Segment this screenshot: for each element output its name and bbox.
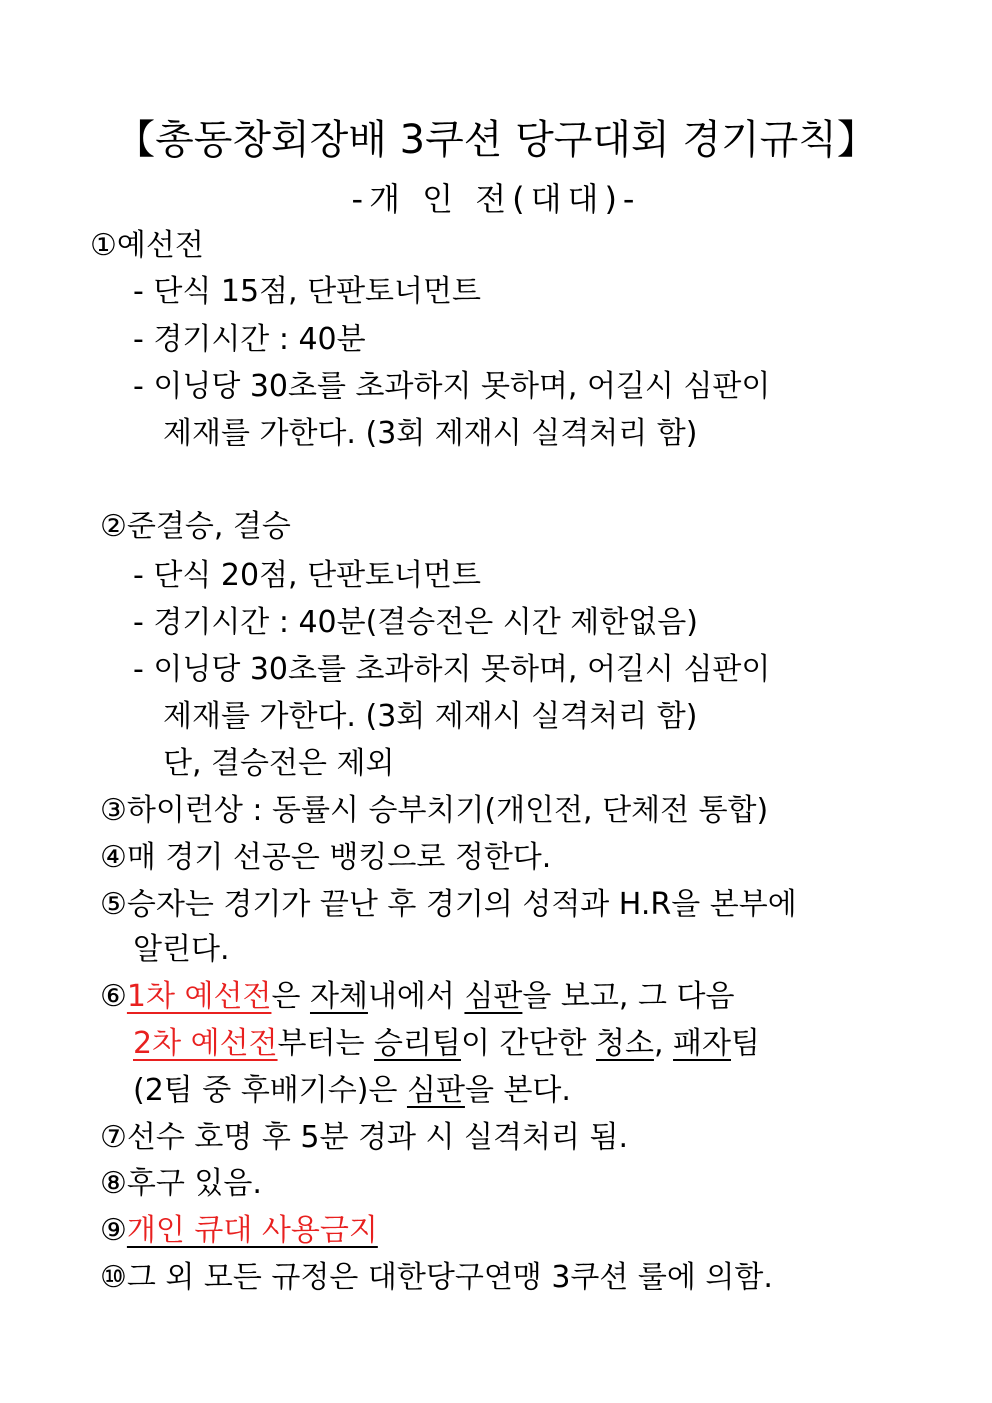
rule-5-line-1: ⑤승자는 경기가 끝난 후 경기의 성적과 H.R을 본부에 xyxy=(100,887,797,922)
rule-6-first-prelim: 1차 예선전 xyxy=(126,979,272,1014)
rule-6-text: 은 xyxy=(271,979,310,1014)
rule-6-winning-team: 승리팀 xyxy=(374,1026,461,1061)
rule-6-self: 자체 xyxy=(309,979,368,1014)
rule-6-line-2 xyxy=(133,1024,760,1064)
section-1-line-2: - 경기시간 : 40분 xyxy=(133,322,366,357)
rule-6-text: 을 보고, 그 다음 xyxy=(522,979,735,1014)
rule-6-second-prelim: 2차 예선전 xyxy=(133,1026,278,1061)
section-2-heading: ②준결승, 결승 xyxy=(100,509,291,544)
rule-6-text: 팀 xyxy=(731,1026,760,1061)
rule-3: ③하이런상 : 동률시 승부치기(개인전, 단체전 통합) xyxy=(100,793,769,828)
section-2-line-5: 단, 결승전은 제외 xyxy=(163,746,395,781)
rule-4: ④매 경기 선공은 뱅킹으로 정한다. xyxy=(100,840,552,875)
section-1-line-1: - 단식 15점, 단판토너먼트 xyxy=(133,274,481,309)
section-2-line-4: 제재를 가한다. (3회 제재시 실격처리 함) xyxy=(163,699,698,734)
page-subtitle: -개 인 전(대대)- xyxy=(351,180,641,218)
rule-6-text: 내에서 xyxy=(367,979,465,1014)
rule-6-text: 을 본다. xyxy=(464,1073,571,1108)
rule-6-text: (2팀 중 후배기수)은 xyxy=(133,1073,407,1108)
rule-6-referee-2: 심판 xyxy=(406,1073,465,1108)
section-2-line-1: - 단식 20점, 단판토너먼트 xyxy=(133,558,481,593)
section-2-line-3: - 이닝당 30초를 초과하지 못하며, 어길시 심판이 xyxy=(133,652,771,687)
section-1-line-4: 제재를 가한다. (3회 제재시 실격처리 함) xyxy=(163,416,698,451)
rule-5-line-2: 알린다. xyxy=(133,932,230,967)
section-2-line-2: - 경기시간 : 40분(결승전은 시간 제한없음) xyxy=(133,605,698,640)
rule-8: ⑧후구 있음. xyxy=(100,1166,262,1201)
rule-6-line-1 xyxy=(100,977,734,1017)
rule-6-text: , xyxy=(653,1026,674,1061)
rule-6-text: 부터는 xyxy=(277,1026,375,1061)
section-1-line-3: - 이닝당 30초를 초과하지 못하며, 어길시 심판이 xyxy=(133,369,771,404)
rule-7: ⑦선수 호명 후 5분 경과 시 실격처리 됨. xyxy=(100,1120,628,1155)
rule-9 xyxy=(100,1211,378,1251)
rule-6-text: 이 간단한 xyxy=(460,1026,596,1061)
rule-6-loser: 패자 xyxy=(673,1026,731,1061)
rule-9-number: ⑨ xyxy=(100,1213,127,1248)
rule-9-no-personal-cue: 개인 큐대 사용금지 xyxy=(126,1213,378,1248)
rule-6-line-3 xyxy=(133,1071,571,1111)
page-title: 【총동창회장배 3쿠션 당구대회 경기규칙】 xyxy=(115,117,877,163)
rule-6-referee: 심판 xyxy=(464,979,523,1014)
rule-10: ⑩그 외 모든 규정은 대한당구연맹 3쿠션 룰에 의함. xyxy=(100,1260,773,1295)
rule-6-number: ⑥ xyxy=(100,979,127,1014)
section-1-heading: ①예선전 xyxy=(90,228,204,263)
rule-6-cleaning: 청소 xyxy=(595,1026,654,1061)
